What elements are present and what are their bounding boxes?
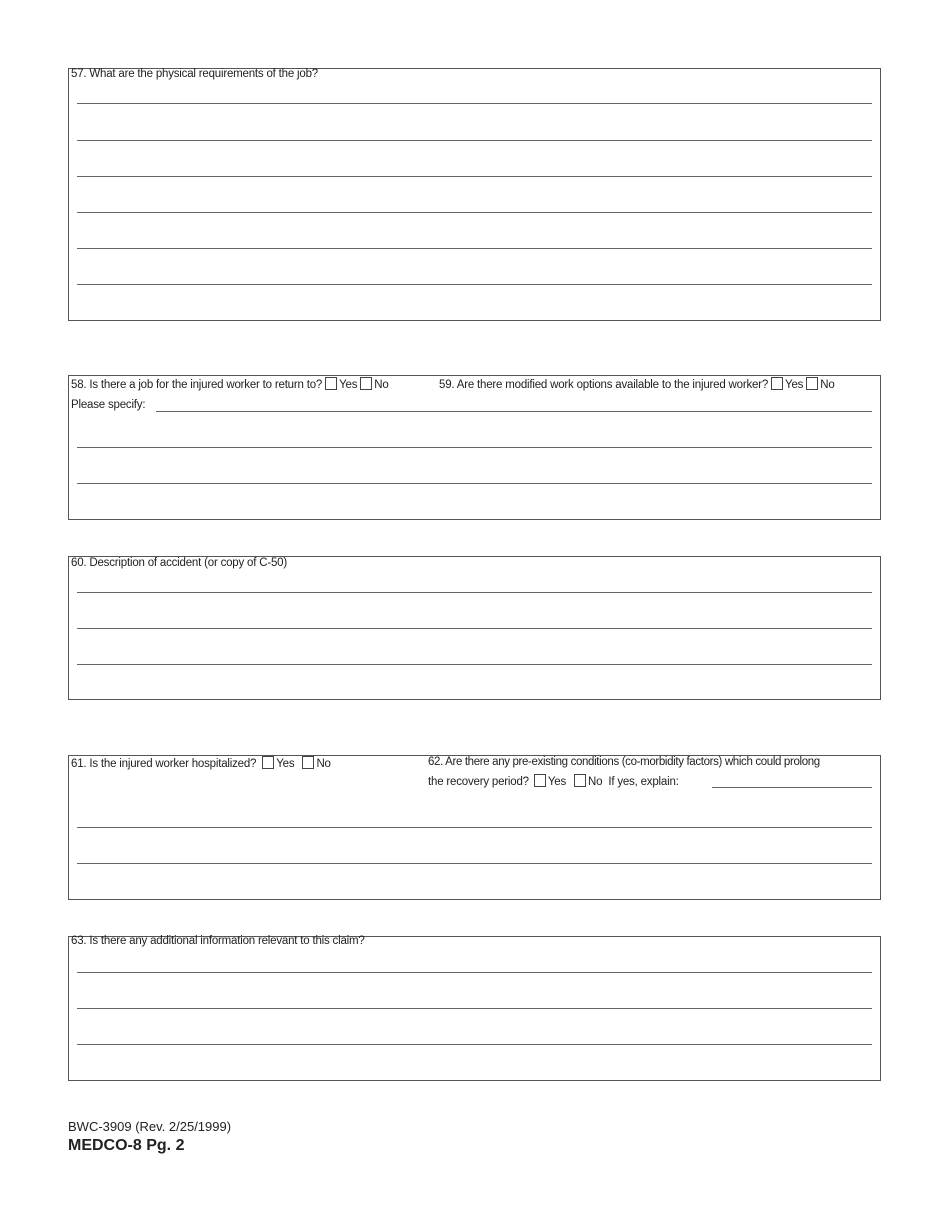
q63-answer-line[interactable] xyxy=(77,1008,872,1009)
form-id: BWC-3909 (Rev. 2/25/1999) xyxy=(68,1119,232,1134)
q58-no-label: No xyxy=(374,379,389,391)
q62-no-checkbox[interactable] xyxy=(574,774,586,787)
q58-label: 58. Is there a job for the injured worker to return to? xyxy=(71,379,323,391)
q62-question xyxy=(428,774,679,788)
q61-yes-checkbox[interactable] xyxy=(262,756,274,769)
q62-explain-label: If yes, explain: xyxy=(608,776,679,788)
q57-answer-line[interactable] xyxy=(77,103,872,104)
q57-answer-line[interactable] xyxy=(77,176,872,177)
q62-label-line2: the recovery period? xyxy=(428,776,529,788)
q63-answer-line[interactable] xyxy=(77,972,872,973)
q61-label: 61. Is the injured worker hospitalized? xyxy=(71,758,257,770)
q58-yes-checkbox[interactable] xyxy=(325,377,337,390)
q58-answer-line[interactable] xyxy=(77,447,872,448)
q59-yes-checkbox[interactable] xyxy=(771,377,783,390)
q57-answer-line[interactable] xyxy=(77,248,872,249)
q62-label-line1: 62. Are there any pre-existing conditions (co-morbidity factors) which could prolong xyxy=(428,756,820,768)
q57-answer-line[interactable] xyxy=(77,140,872,141)
q58-answer-line[interactable] xyxy=(77,483,872,484)
q59-question xyxy=(439,377,835,391)
q57-label: 57. What are the physical requirements of the job? xyxy=(71,68,318,80)
q62-yes-checkbox[interactable] xyxy=(534,774,546,787)
q58-question xyxy=(71,377,389,391)
q61-no-checkbox[interactable] xyxy=(302,756,314,769)
q61-question xyxy=(71,756,331,770)
q62-yes-label: Yes xyxy=(547,776,567,788)
q59-no-checkbox[interactable] xyxy=(806,377,818,390)
q63-answer-line[interactable] xyxy=(77,1044,872,1045)
specify-line[interactable] xyxy=(156,411,872,412)
q57-answer-line[interactable] xyxy=(77,284,872,285)
q61-answer-line[interactable] xyxy=(77,827,872,828)
q58-no-checkbox[interactable] xyxy=(360,377,372,390)
q59-no-label: No xyxy=(820,379,835,391)
q61-no-label: No xyxy=(316,758,331,770)
q62-explain-line[interactable] xyxy=(712,787,872,788)
q59-label: 59. Are there modified work options available to the injured worker? xyxy=(439,379,769,391)
q61-yes-label: Yes xyxy=(276,758,295,770)
q59-yes-label: Yes xyxy=(785,379,804,391)
q60-answer-line[interactable] xyxy=(77,664,872,665)
q63-label: 63. Is there any additional information relevant to this claim? xyxy=(71,935,365,947)
page-label: MEDCO-8 Pg. 2 xyxy=(68,1137,185,1154)
q58-yes-label: Yes xyxy=(339,379,358,391)
q62-no-label: No xyxy=(588,776,603,788)
q57-answer-line[interactable] xyxy=(77,212,872,213)
q60-answer-line[interactable] xyxy=(77,628,872,629)
specify-label: Please specify: xyxy=(71,399,146,411)
q61-answer-line[interactable] xyxy=(77,863,872,864)
q60-label: 60. Description of accident (or copy of C-50) xyxy=(71,557,287,569)
q60-answer-line[interactable] xyxy=(77,592,872,593)
